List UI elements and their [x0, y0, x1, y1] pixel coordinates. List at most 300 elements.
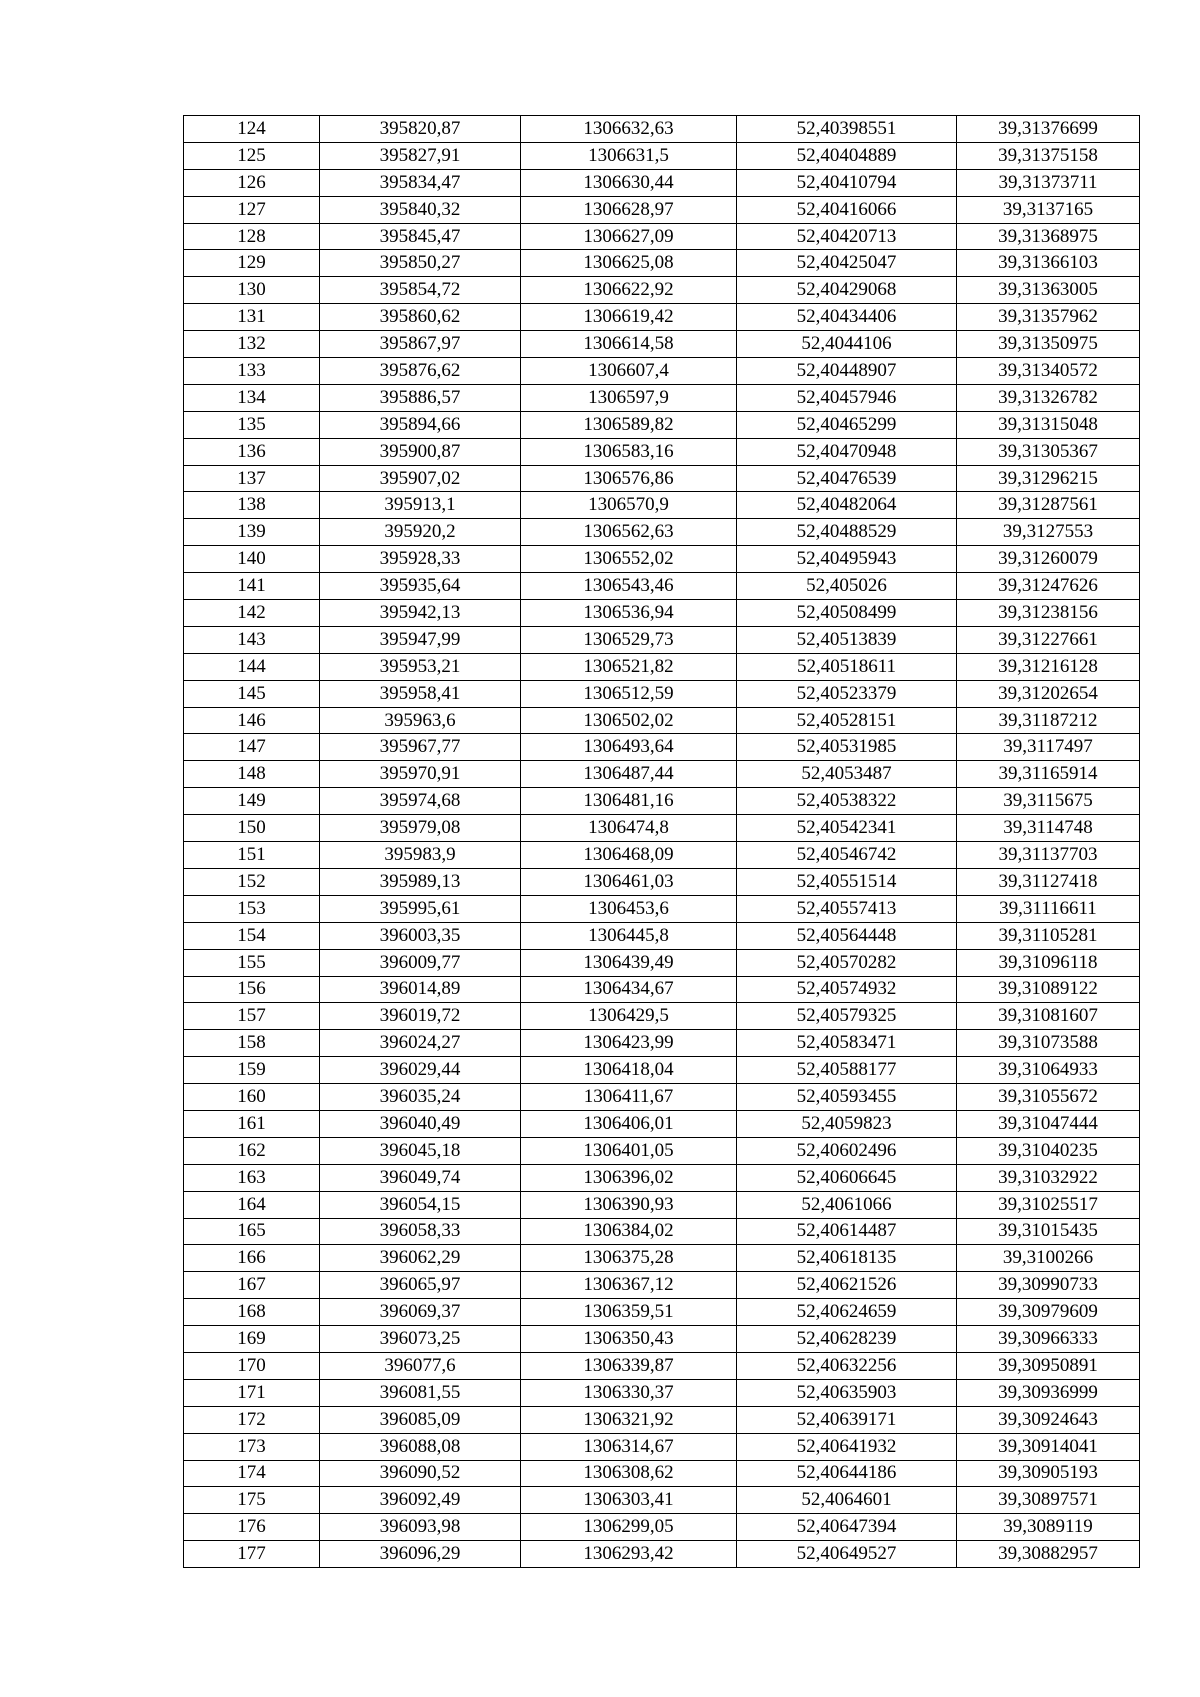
point-number-cell: 152 — [184, 868, 320, 895]
table-row — [184, 1191, 1140, 1218]
y-coordinate-cell: 1306375,28 — [521, 1245, 737, 1272]
x-coordinate-cell: 396088,08 — [320, 1433, 521, 1460]
latitude-cell: 52,40593455 — [737, 1084, 957, 1111]
table-row — [184, 922, 1140, 949]
latitude-cell: 52,40557413 — [737, 895, 957, 922]
longitude-cell: 39,31363005 — [957, 277, 1140, 304]
longitude-cell: 39,31047444 — [957, 1110, 1140, 1137]
latitude-cell: 52,40570282 — [737, 949, 957, 976]
table-row — [184, 1379, 1140, 1406]
latitude-cell: 52,40621526 — [737, 1272, 957, 1299]
point-number-cell: 146 — [184, 707, 320, 734]
longitude-cell: 39,3115675 — [957, 788, 1140, 815]
point-number-cell: 150 — [184, 815, 320, 842]
table-row — [184, 1433, 1140, 1460]
latitude-cell: 52,40564448 — [737, 922, 957, 949]
table-row — [184, 1487, 1140, 1514]
longitude-cell: 39,31032922 — [957, 1164, 1140, 1191]
longitude-cell: 39,31055672 — [957, 1084, 1140, 1111]
latitude-cell: 52,40420713 — [737, 223, 957, 250]
x-coordinate-cell: 395900,87 — [320, 438, 521, 465]
latitude-cell: 52,40551514 — [737, 868, 957, 895]
point-number-cell: 151 — [184, 842, 320, 869]
latitude-cell: 52,40523379 — [737, 680, 957, 707]
table-row — [184, 1460, 1140, 1487]
x-coordinate-cell: 396019,72 — [320, 1003, 521, 1030]
y-coordinate-cell: 1306493,64 — [521, 734, 737, 761]
latitude-cell: 52,40624659 — [737, 1299, 957, 1326]
latitude-cell: 52,40465299 — [737, 411, 957, 438]
y-coordinate-cell: 1306502,02 — [521, 707, 737, 734]
longitude-cell: 39,31187212 — [957, 707, 1140, 734]
table-row — [184, 895, 1140, 922]
longitude-cell: 39,31260079 — [957, 546, 1140, 573]
longitude-cell: 39,31202654 — [957, 680, 1140, 707]
y-coordinate-cell: 1306445,8 — [521, 922, 737, 949]
x-coordinate-cell: 395845,47 — [320, 223, 521, 250]
table-row — [184, 519, 1140, 546]
table-row — [184, 1137, 1140, 1164]
longitude-cell: 39,30966333 — [957, 1326, 1140, 1353]
longitude-cell: 39,31227661 — [957, 626, 1140, 653]
point-number-cell: 160 — [184, 1084, 320, 1111]
latitude-cell: 52,4061066 — [737, 1191, 957, 1218]
longitude-cell: 39,30936999 — [957, 1379, 1140, 1406]
y-coordinate-cell: 1306461,03 — [521, 868, 737, 895]
latitude-cell: 52,40641932 — [737, 1433, 957, 1460]
table-row — [184, 976, 1140, 1003]
coordinates-table-body — [184, 116, 1140, 1568]
x-coordinate-cell: 396024,27 — [320, 1030, 521, 1057]
latitude-cell: 52,40602496 — [737, 1137, 957, 1164]
table-row — [184, 142, 1140, 169]
point-number-cell: 132 — [184, 331, 320, 358]
x-coordinate-cell: 396090,52 — [320, 1460, 521, 1487]
latitude-cell: 52,40425047 — [737, 250, 957, 277]
y-coordinate-cell: 1306622,92 — [521, 277, 737, 304]
table-row — [184, 223, 1140, 250]
y-coordinate-cell: 1306396,02 — [521, 1164, 737, 1191]
x-coordinate-cell: 396093,98 — [320, 1514, 521, 1541]
x-coordinate-cell: 396049,74 — [320, 1164, 521, 1191]
x-coordinate-cell: 396058,33 — [320, 1218, 521, 1245]
table-row — [184, 1057, 1140, 1084]
longitude-cell: 39,31296215 — [957, 465, 1140, 492]
y-coordinate-cell: 1306418,04 — [521, 1057, 737, 1084]
table-row — [184, 304, 1140, 331]
x-coordinate-cell: 395983,9 — [320, 842, 521, 869]
y-coordinate-cell: 1306367,12 — [521, 1272, 737, 1299]
point-number-cell: 138 — [184, 492, 320, 519]
x-coordinate-cell: 395867,97 — [320, 331, 521, 358]
latitude-cell: 52,40398551 — [737, 116, 957, 143]
longitude-cell: 39,3117497 — [957, 734, 1140, 761]
y-coordinate-cell: 1306330,37 — [521, 1379, 737, 1406]
x-coordinate-cell: 395953,21 — [320, 653, 521, 680]
longitude-cell: 39,31373711 — [957, 169, 1140, 196]
x-coordinate-cell: 395935,64 — [320, 573, 521, 600]
point-number-cell: 174 — [184, 1460, 320, 1487]
longitude-cell: 39,30979609 — [957, 1299, 1140, 1326]
table-row — [184, 116, 1140, 143]
table-row — [184, 788, 1140, 815]
table-row — [184, 815, 1140, 842]
latitude-cell: 52,40528151 — [737, 707, 957, 734]
y-coordinate-cell: 1306350,43 — [521, 1326, 737, 1353]
point-number-cell: 147 — [184, 734, 320, 761]
y-coordinate-cell: 1306429,5 — [521, 1003, 737, 1030]
longitude-cell: 39,31089122 — [957, 976, 1140, 1003]
longitude-cell: 39,31127418 — [957, 868, 1140, 895]
table-row — [184, 1164, 1140, 1191]
table-row — [184, 196, 1140, 223]
point-number-cell: 126 — [184, 169, 320, 196]
x-coordinate-cell: 396009,77 — [320, 949, 521, 976]
latitude-cell: 52,40635903 — [737, 1379, 957, 1406]
table-row — [184, 1326, 1140, 1353]
longitude-cell: 39,31081607 — [957, 1003, 1140, 1030]
y-coordinate-cell: 1306384,02 — [521, 1218, 737, 1245]
latitude-cell: 52,40647394 — [737, 1514, 957, 1541]
y-coordinate-cell: 1306631,5 — [521, 142, 737, 169]
table-row — [184, 411, 1140, 438]
point-number-cell: 125 — [184, 142, 320, 169]
table-row — [184, 169, 1140, 196]
table-row — [184, 546, 1140, 573]
point-number-cell: 167 — [184, 1272, 320, 1299]
longitude-cell: 39,30990733 — [957, 1272, 1140, 1299]
table-row — [184, 680, 1140, 707]
latitude-cell: 52,40513839 — [737, 626, 957, 653]
point-number-cell: 155 — [184, 949, 320, 976]
y-coordinate-cell: 1306521,82 — [521, 653, 737, 680]
point-number-cell: 128 — [184, 223, 320, 250]
point-number-cell: 171 — [184, 1379, 320, 1406]
point-number-cell: 163 — [184, 1164, 320, 1191]
latitude-cell: 52,40518611 — [737, 653, 957, 680]
longitude-cell: 39,31305367 — [957, 438, 1140, 465]
table-row — [184, 1084, 1140, 1111]
latitude-cell: 52,40618135 — [737, 1245, 957, 1272]
longitude-cell: 39,3114748 — [957, 815, 1140, 842]
point-number-cell: 153 — [184, 895, 320, 922]
table-row — [184, 358, 1140, 385]
x-coordinate-cell: 395827,91 — [320, 142, 521, 169]
y-coordinate-cell: 1306359,51 — [521, 1299, 737, 1326]
point-number-cell: 141 — [184, 573, 320, 600]
latitude-cell: 52,4064601 — [737, 1487, 957, 1514]
y-coordinate-cell: 1306543,46 — [521, 573, 737, 600]
longitude-cell: 39,3137165 — [957, 196, 1140, 223]
x-coordinate-cell: 395876,62 — [320, 358, 521, 385]
table-row — [184, 573, 1140, 600]
x-coordinate-cell: 395894,66 — [320, 411, 521, 438]
y-coordinate-cell: 1306303,41 — [521, 1487, 737, 1514]
y-coordinate-cell: 1306434,67 — [521, 976, 737, 1003]
latitude-cell: 52,40434406 — [737, 304, 957, 331]
table-row — [184, 1352, 1140, 1379]
latitude-cell: 52,40639171 — [737, 1406, 957, 1433]
y-coordinate-cell: 1306614,58 — [521, 331, 737, 358]
y-coordinate-cell: 1306293,42 — [521, 1541, 737, 1568]
point-number-cell: 166 — [184, 1245, 320, 1272]
longitude-cell: 39,31105281 — [957, 922, 1140, 949]
latitude-cell: 52,40476539 — [737, 465, 957, 492]
y-coordinate-cell: 1306468,09 — [521, 842, 737, 869]
latitude-cell: 52,40508499 — [737, 600, 957, 627]
point-number-cell: 145 — [184, 680, 320, 707]
longitude-cell: 39,31064933 — [957, 1057, 1140, 1084]
point-number-cell: 124 — [184, 116, 320, 143]
x-coordinate-cell: 395860,62 — [320, 304, 521, 331]
point-number-cell: 172 — [184, 1406, 320, 1433]
y-coordinate-cell: 1306314,67 — [521, 1433, 737, 1460]
table-row — [184, 465, 1140, 492]
x-coordinate-cell: 395958,41 — [320, 680, 521, 707]
latitude-cell: 52,40628239 — [737, 1326, 957, 1353]
point-number-cell: 176 — [184, 1514, 320, 1541]
x-coordinate-cell: 396062,29 — [320, 1245, 521, 1272]
x-coordinate-cell: 396096,29 — [320, 1541, 521, 1568]
point-number-cell: 149 — [184, 788, 320, 815]
x-coordinate-cell: 396040,49 — [320, 1110, 521, 1137]
y-coordinate-cell: 1306512,59 — [521, 680, 737, 707]
x-coordinate-cell: 396092,49 — [320, 1487, 521, 1514]
point-number-cell: 144 — [184, 653, 320, 680]
longitude-cell: 39,31357962 — [957, 304, 1140, 331]
y-coordinate-cell: 1306630,44 — [521, 169, 737, 196]
x-coordinate-cell: 395840,32 — [320, 196, 521, 223]
point-number-cell: 161 — [184, 1110, 320, 1137]
longitude-cell: 39,31165914 — [957, 761, 1140, 788]
point-number-cell: 170 — [184, 1352, 320, 1379]
x-coordinate-cell: 395967,77 — [320, 734, 521, 761]
y-coordinate-cell: 1306390,93 — [521, 1191, 737, 1218]
latitude-cell: 52,40488529 — [737, 519, 957, 546]
latitude-cell: 52,40416066 — [737, 196, 957, 223]
table-row — [184, 1514, 1140, 1541]
longitude-cell: 39,3089119 — [957, 1514, 1140, 1541]
latitude-cell: 52,40495943 — [737, 546, 957, 573]
table-row — [184, 653, 1140, 680]
point-number-cell: 168 — [184, 1299, 320, 1326]
point-number-cell: 148 — [184, 761, 320, 788]
x-coordinate-cell: 395963,6 — [320, 707, 521, 734]
x-coordinate-cell: 396069,37 — [320, 1299, 521, 1326]
longitude-cell: 39,31025517 — [957, 1191, 1140, 1218]
x-coordinate-cell: 395886,57 — [320, 384, 521, 411]
x-coordinate-cell: 395820,87 — [320, 116, 521, 143]
latitude-cell: 52,40410794 — [737, 169, 957, 196]
table-row — [184, 1299, 1140, 1326]
longitude-cell: 39,3127553 — [957, 519, 1140, 546]
table-row — [184, 600, 1140, 627]
point-number-cell: 143 — [184, 626, 320, 653]
y-coordinate-cell: 1306589,82 — [521, 411, 737, 438]
x-coordinate-cell: 395854,72 — [320, 277, 521, 304]
y-coordinate-cell: 1306628,97 — [521, 196, 737, 223]
latitude-cell: 52,40448907 — [737, 358, 957, 385]
longitude-cell: 39,31287561 — [957, 492, 1140, 519]
longitude-cell: 39,30897571 — [957, 1487, 1140, 1514]
latitude-cell: 52,4059823 — [737, 1110, 957, 1137]
y-coordinate-cell: 1306406,01 — [521, 1110, 737, 1137]
latitude-cell: 52,40457946 — [737, 384, 957, 411]
longitude-cell: 39,30882957 — [957, 1541, 1140, 1568]
table-row — [184, 734, 1140, 761]
latitude-cell: 52,40614487 — [737, 1218, 957, 1245]
table-row — [184, 1245, 1140, 1272]
point-number-cell: 158 — [184, 1030, 320, 1057]
x-coordinate-cell: 395907,02 — [320, 465, 521, 492]
x-coordinate-cell: 395947,99 — [320, 626, 521, 653]
x-coordinate-cell: 396003,35 — [320, 922, 521, 949]
latitude-cell: 52,40632256 — [737, 1352, 957, 1379]
latitude-cell: 52,40538322 — [737, 788, 957, 815]
y-coordinate-cell: 1306627,09 — [521, 223, 737, 250]
x-coordinate-cell: 395989,13 — [320, 868, 521, 895]
x-coordinate-cell: 396014,89 — [320, 976, 521, 1003]
longitude-cell: 39,31073588 — [957, 1030, 1140, 1057]
table-row — [184, 707, 1140, 734]
longitude-cell: 39,31238156 — [957, 600, 1140, 627]
latitude-cell: 52,4053487 — [737, 761, 957, 788]
y-coordinate-cell: 1306411,67 — [521, 1084, 737, 1111]
point-number-cell: 159 — [184, 1057, 320, 1084]
y-coordinate-cell: 1306529,73 — [521, 626, 737, 653]
longitude-cell: 39,31326782 — [957, 384, 1140, 411]
table-row — [184, 1003, 1140, 1030]
point-number-cell: 135 — [184, 411, 320, 438]
table-row — [184, 331, 1140, 358]
longitude-cell: 39,30950891 — [957, 1352, 1140, 1379]
longitude-cell: 39,30905193 — [957, 1460, 1140, 1487]
latitude-cell: 52,40429068 — [737, 277, 957, 304]
x-coordinate-cell: 396073,25 — [320, 1326, 521, 1353]
table-row — [184, 250, 1140, 277]
latitude-cell: 52,40482064 — [737, 492, 957, 519]
point-number-cell: 177 — [184, 1541, 320, 1568]
y-coordinate-cell: 1306308,62 — [521, 1460, 737, 1487]
table-row — [184, 1272, 1140, 1299]
point-number-cell: 139 — [184, 519, 320, 546]
y-coordinate-cell: 1306536,94 — [521, 600, 737, 627]
longitude-cell: 39,31015435 — [957, 1218, 1140, 1245]
y-coordinate-cell: 1306439,49 — [521, 949, 737, 976]
point-number-cell: 142 — [184, 600, 320, 627]
point-number-cell: 156 — [184, 976, 320, 1003]
longitude-cell: 39,31137703 — [957, 842, 1140, 869]
coordinates-table — [183, 115, 1140, 1568]
point-number-cell: 127 — [184, 196, 320, 223]
point-number-cell: 140 — [184, 546, 320, 573]
point-number-cell: 136 — [184, 438, 320, 465]
longitude-cell: 39,31366103 — [957, 250, 1140, 277]
table-row — [184, 384, 1140, 411]
y-coordinate-cell: 1306481,16 — [521, 788, 737, 815]
x-coordinate-cell: 395834,47 — [320, 169, 521, 196]
x-coordinate-cell: 396085,09 — [320, 1406, 521, 1433]
latitude-cell: 52,40470948 — [737, 438, 957, 465]
y-coordinate-cell: 1306570,9 — [521, 492, 737, 519]
point-number-cell: 173 — [184, 1433, 320, 1460]
x-coordinate-cell: 396029,44 — [320, 1057, 521, 1084]
table-row — [184, 1541, 1140, 1568]
table-row — [184, 626, 1140, 653]
latitude-cell: 52,40579325 — [737, 1003, 957, 1030]
x-coordinate-cell: 395942,13 — [320, 600, 521, 627]
x-coordinate-cell: 395995,61 — [320, 895, 521, 922]
longitude-cell: 39,31340572 — [957, 358, 1140, 385]
point-number-cell: 131 — [184, 304, 320, 331]
table-row — [184, 492, 1140, 519]
point-number-cell: 133 — [184, 358, 320, 385]
point-number-cell: 169 — [184, 1326, 320, 1353]
x-coordinate-cell: 395974,68 — [320, 788, 521, 815]
latitude-cell: 52,40588177 — [737, 1057, 957, 1084]
latitude-cell: 52,4044106 — [737, 331, 957, 358]
y-coordinate-cell: 1306339,87 — [521, 1352, 737, 1379]
y-coordinate-cell: 1306552,02 — [521, 546, 737, 573]
y-coordinate-cell: 1306583,16 — [521, 438, 737, 465]
y-coordinate-cell: 1306562,63 — [521, 519, 737, 546]
table-row — [184, 1218, 1140, 1245]
x-coordinate-cell: 396035,24 — [320, 1084, 521, 1111]
latitude-cell: 52,40644186 — [737, 1460, 957, 1487]
x-coordinate-cell: 395970,91 — [320, 761, 521, 788]
latitude-cell: 52,40546742 — [737, 842, 957, 869]
longitude-cell: 39,31247626 — [957, 573, 1140, 600]
latitude-cell: 52,40583471 — [737, 1030, 957, 1057]
longitude-cell: 39,30924643 — [957, 1406, 1140, 1433]
y-coordinate-cell: 1306299,05 — [521, 1514, 737, 1541]
y-coordinate-cell: 1306487,44 — [521, 761, 737, 788]
point-number-cell: 130 — [184, 277, 320, 304]
table-row — [184, 1406, 1140, 1433]
latitude-cell: 52,40531985 — [737, 734, 957, 761]
x-coordinate-cell: 396045,18 — [320, 1137, 521, 1164]
point-number-cell: 134 — [184, 384, 320, 411]
x-coordinate-cell: 396077,6 — [320, 1352, 521, 1379]
point-number-cell: 162 — [184, 1137, 320, 1164]
latitude-cell: 52,40574932 — [737, 976, 957, 1003]
longitude-cell: 39,31375158 — [957, 142, 1140, 169]
longitude-cell: 39,3100266 — [957, 1245, 1140, 1272]
y-coordinate-cell: 1306576,86 — [521, 465, 737, 492]
longitude-cell: 39,30914041 — [957, 1433, 1140, 1460]
point-number-cell: 137 — [184, 465, 320, 492]
y-coordinate-cell: 1306619,42 — [521, 304, 737, 331]
x-coordinate-cell: 396081,55 — [320, 1379, 521, 1406]
x-coordinate-cell: 395979,08 — [320, 815, 521, 842]
point-number-cell: 157 — [184, 1003, 320, 1030]
longitude-cell: 39,31315048 — [957, 411, 1140, 438]
table-row — [184, 761, 1140, 788]
y-coordinate-cell: 1306625,08 — [521, 250, 737, 277]
point-number-cell: 165 — [184, 1218, 320, 1245]
longitude-cell: 39,31096118 — [957, 949, 1140, 976]
y-coordinate-cell: 1306321,92 — [521, 1406, 737, 1433]
y-coordinate-cell: 1306453,6 — [521, 895, 737, 922]
y-coordinate-cell: 1306597,9 — [521, 384, 737, 411]
longitude-cell: 39,31350975 — [957, 331, 1140, 358]
point-number-cell: 129 — [184, 250, 320, 277]
longitude-cell: 39,31216128 — [957, 653, 1140, 680]
y-coordinate-cell: 1306607,4 — [521, 358, 737, 385]
latitude-cell: 52,405026 — [737, 573, 957, 600]
x-coordinate-cell: 396065,97 — [320, 1272, 521, 1299]
x-coordinate-cell: 395850,27 — [320, 250, 521, 277]
